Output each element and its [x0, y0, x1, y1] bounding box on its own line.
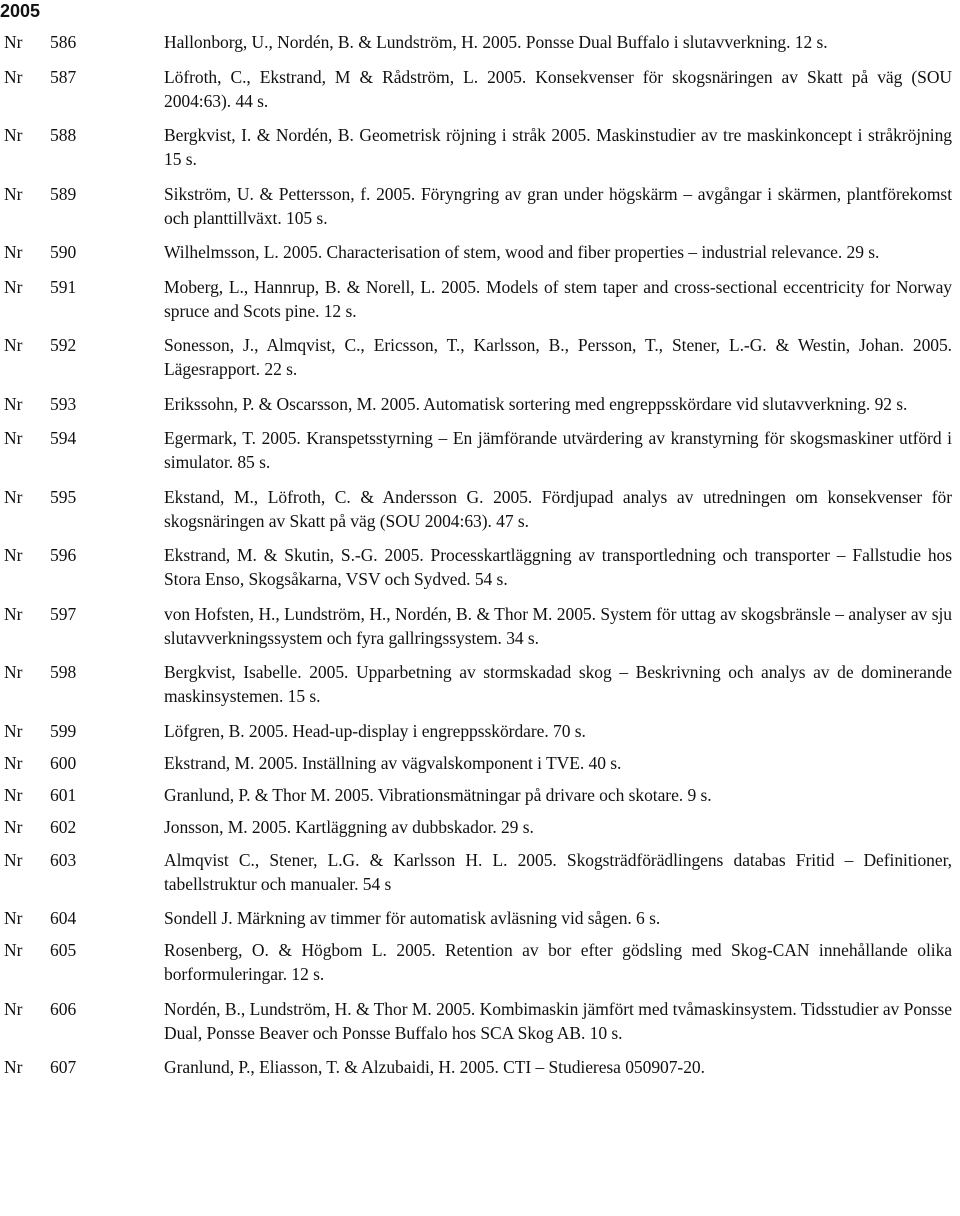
entry-prefix: Nr [4, 940, 23, 961]
list-item [0, 485, 960, 533]
entry-prefix: Nr [4, 428, 23, 448]
entry-reference: Moberg, L., Hannrup, B. & Norell, L. 2005. Models of stem taper and cross-sectional eccentricity for Norway spruce and Scots pine. 12 s. [164, 276, 952, 321]
entry-number: 590 [50, 242, 77, 262]
entry-number: 587 [50, 66, 77, 87]
entry-number: 591 [50, 276, 77, 297]
entry-number: 603 [50, 849, 77, 870]
entry-prefix: Nr [4, 603, 23, 624]
entry-prefix: Nr [4, 545, 23, 565]
list-item [0, 1055, 960, 1079]
list-item [0, 602, 960, 650]
entry-prefix: Nr [4, 1057, 23, 1078]
entry-prefix: Nr [4, 720, 23, 741]
entry-prefix: Nr [4, 276, 23, 297]
entry-reference: Sikström, U. & Pettersson, f. 2005. Föryngring av gran under högskärm – avgångar i skärmen, plantförekomst och planttillväxt. 105 s. [164, 183, 952, 228]
entry-prefix: Nr [4, 752, 23, 773]
entry-prefix: Nr [4, 785, 23, 806]
entry-prefix: Nr [4, 662, 23, 682]
entry-prefix: Nr [4, 908, 23, 929]
entry-number: 599 [50, 720, 77, 741]
entry-number: 596 [50, 545, 77, 565]
entry-reference: Löfroth, C., Ekstrand, M & Rådström, L. 2005. Konsekvenser för skogsnäringen av Skatt på väg (SOU 2004:63). 44 s. [164, 66, 952, 111]
entry-prefix: Nr [4, 66, 23, 87]
entry-number: 592 [50, 335, 77, 355]
list-item [0, 123, 960, 171]
entry-reference: Sonesson, J., Almqvist, C., Ericsson, T., Karlsson, B., Persson, T., Stener, L.-G. & Westin, Johan. 2005. Lägesrapport. 22 s. [164, 335, 952, 379]
list-item [0, 65, 960, 113]
entry-reference: Löfgren, B. 2005. Head-up-display i engreppsskördare. 70 s. [164, 720, 586, 741]
entry-reference: Granlund, P. & Thor M. 2005. Vibrationsmätningar på drivare och skotare. 9 s. [164, 785, 712, 806]
entry-prefix: Nr [4, 125, 23, 145]
entry-reference: Ekstrand, M. 2005. Inställning av vägvalskomponent i TVE. 40 s. [164, 752, 622, 773]
entry-number: 604 [50, 908, 77, 929]
entry-number: 597 [50, 603, 77, 624]
list-item [0, 751, 960, 775]
entry-prefix: Nr [4, 32, 23, 52]
list-item [0, 660, 960, 708]
entry-number: 586 [50, 32, 77, 52]
entry-reference: Wilhelmsson, L. 2005. Characterisation of stem, wood and fiber properties – industrial relevance. 29 s. [164, 242, 880, 262]
list-item [0, 783, 960, 807]
entry-number: 607 [50, 1057, 77, 1078]
entry-reference: Hallonborg, U., Nordén, B. & Lundström, H. 2005. Ponsse Dual Buffalo i slutavverkning. 12 s. [164, 32, 828, 52]
list-item [0, 815, 960, 839]
entry-reference: Nordén, B., Lundström, H. & Thor M. 2005. Kombimaskin jämfört med tvåmaskinsystem. Tidsstudier av Ponsse Dual, Ponsse Beaver och Ponsse Buffalo hos SCA Skog AB. 10 s. [164, 998, 952, 1043]
list-item [0, 392, 960, 416]
entry-reference: Granlund, P., Eliasson, T. & Alzubaidi, H. 2005. CTI – Studieresa 050907-20. [164, 1057, 705, 1078]
entry-number: 595 [50, 486, 77, 507]
entry-number: 602 [50, 817, 77, 838]
entry-prefix: Nr [4, 183, 23, 204]
list-item [0, 543, 960, 591]
entry-number: 605 [50, 940, 77, 961]
list-item [0, 240, 960, 264]
list-item [0, 719, 960, 743]
list-item [0, 997, 960, 1045]
entry-number: 593 [50, 393, 77, 414]
list-item [0, 333, 960, 381]
entry-reference: Almqvist C., Stener, L.G. & Karlsson H. L. 2005. Skogsträdförädlingens databas Fritid – Definitioner, tabellstruktur och manualer. 54 s [164, 849, 952, 894]
entry-reference: von Hofsten, H., Lundström, H., Nordén, B. & Thor M. 2005. System för uttag av skogsbränsle – analyser av sju slutavverkningssystem och fyra gallringssystem. 34 s. [164, 603, 952, 648]
list-item [0, 906, 960, 930]
entry-prefix: Nr [4, 393, 23, 414]
list-item [0, 30, 960, 54]
entry-number: 600 [50, 752, 77, 773]
entry-reference: Ekstand, M., Löfroth, C. & Andersson G. 2005. Fördjupad analys av utredningen om konsekvenser för skogsnäringen av Skatt på väg (SOU 2004:63). 47 s. [164, 486, 952, 531]
entry-prefix: Nr [4, 335, 23, 355]
list-item [0, 275, 960, 323]
list-item [0, 938, 960, 986]
entry-reference: Jonsson, M. 2005. Kartläggning av dubbskador. 29 s. [164, 817, 534, 838]
list-item [0, 426, 960, 474]
entry-number: 601 [50, 785, 77, 806]
entry-reference: Ekstrand, M. & Skutin, S.-G. 2005. Processkartläggning av transportledning och transporter – Fallstudie hos Stora Enso, Skogsåkarna, VSV och Sydved. 54 s. [164, 545, 952, 589]
entry-prefix: Nr [4, 242, 23, 262]
publication-list [0, 30, 960, 1088]
entry-number: 589 [50, 183, 77, 204]
entry-reference: Sondell J. Märkning av timmer för automatisk avläsning vid sågen. 6 s. [164, 908, 661, 929]
entry-prefix: Nr [4, 998, 23, 1019]
entry-number: 598 [50, 662, 77, 682]
entry-prefix: Nr [4, 486, 23, 507]
entry-reference: Bergkvist, I. & Nordén, B. Geometrisk röjning i stråk 2005. Maskinstudier av tre maskinkoncept i stråkröjning 15 s. [164, 125, 952, 169]
entry-prefix: Nr [4, 849, 23, 870]
entry-reference: Rosenberg, O. & Högbom L. 2005. Retention av bor efter gödsling med Skog-CAN innehållande olika borformuleringar. 12 s. [164, 940, 952, 985]
list-item [0, 848, 960, 896]
entry-number: 606 [50, 998, 77, 1019]
entry-reference: Erikssohn, P. & Oscarsson, M. 2005. Automatisk sortering med engreppsskördare vid slutavverkning. 92 s. [164, 393, 908, 414]
entry-reference: Bergkvist, Isabelle. 2005. Upparbetning av stormskadad skog – Beskrivning och analys av de dominerande maskinsystemen. 15 s. [164, 662, 952, 706]
entry-number: 588 [50, 125, 77, 145]
year-heading: 2005 [0, 1, 41, 21]
entry-reference: Egermark, T. 2005. Kranspetsstyrning – En jämförande utvärdering av kranstyrning för skogsmaskiner utförd i simulator. 85 s. [164, 428, 952, 472]
entry-number: 594 [50, 428, 77, 448]
list-item [0, 182, 960, 230]
entry-prefix: Nr [4, 817, 23, 838]
